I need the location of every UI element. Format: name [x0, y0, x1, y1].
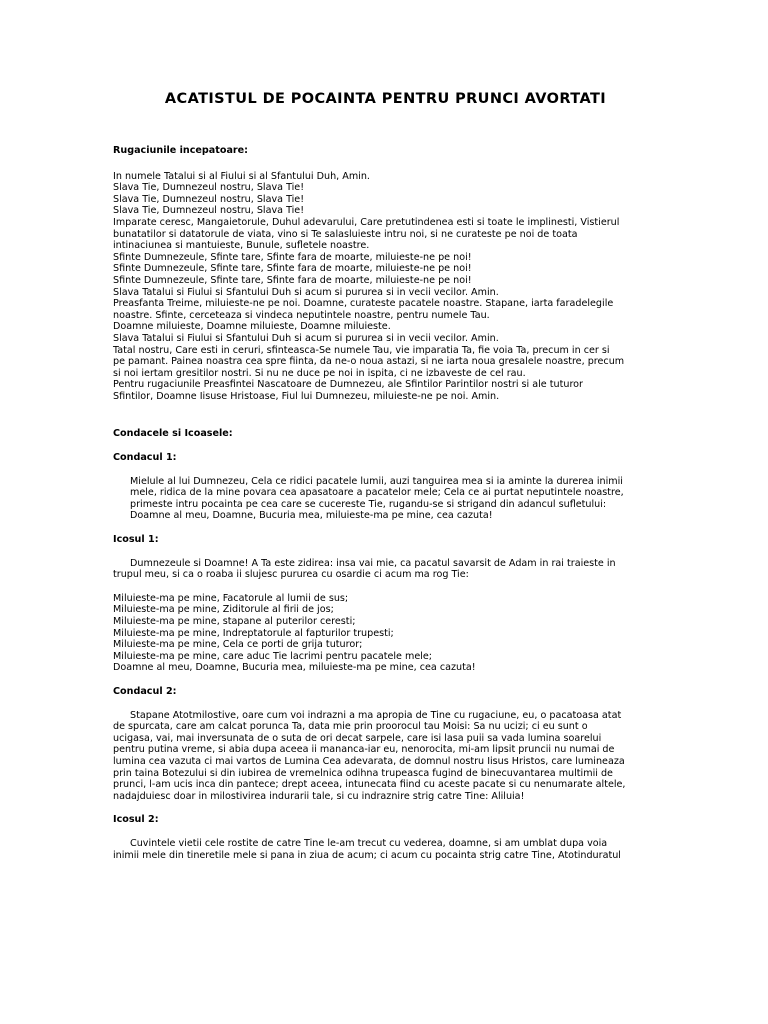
section-heading: Condacele si Icoasele: [113, 428, 233, 440]
prayer-line: Imparate ceresc, Mangaietorule, Duhul adevarului, Care pretutindenea esti si toate le implinesti, Vistierul [113, 216, 620, 228]
prayer-line: Sfinte Dumnezeule, Sfinte tare, Sfinte fara de moarte, miluieste-ne pe noi! [113, 274, 472, 286]
icos-1-invocations [113, 593, 658, 674]
text-line: primeste intru pocainta pe cea care se cucereste Tie, rugandu-se si strigand din adancul sufletului: [130, 498, 607, 510]
text-line: Dumnezeule si Doamne! A Ta este zidirea: insa vai mie, ca pacatul savarsit de Adam in rai traieste in [130, 557, 616, 569]
invocation-line: Miluieste-ma pe mine, Indreptatorule al fapturilor trupesti; [113, 627, 394, 639]
prayer-line: Slava Tie, Dumnezeul nostru, Slava Tie! [113, 182, 305, 194]
text-line: Cuvintele vietii cele rostite de catre Tine le-am trecut cu vederea, doamne, si am umblat dupa voia [130, 837, 608, 849]
icos-1-text [113, 558, 658, 581]
prayer-line: Sfintilor, Doamne Iisuse Hristoase, Fiul lui Dumnezeu, miluieste-ne pe noi. Amin. [113, 390, 500, 402]
intro-prayers [113, 171, 658, 403]
invocation-line: Doamne al meu, Doamne, Bucuria mea, miluieste-ma pe mine, cea cazuta! [113, 662, 476, 674]
text-line: prunci, l-am ucis inca din pantece; drept aceea, intunecata fiind cu aceste pacate si cu nenumarate altele, [113, 779, 626, 791]
spacer [113, 157, 658, 171]
spacer [113, 581, 658, 593]
prayer-line: Slava Tie, Dumnezeul nostru, Slava Tie! [113, 193, 305, 205]
invocation-line: Miluieste-ma pe mine, care aduc Tie lacrimi pentru pacatele mele; [113, 650, 433, 662]
intro-heading: Rugaciunile incepatoare: [113, 145, 248, 156]
spacer [113, 674, 658, 686]
text-line: prin taina Botezului si din iubirea de vremelnica odihna trupeasca fugind de binecuvantarea multimii de [113, 767, 613, 779]
invocation-line: Miluieste-ma pe mine, Ziditorule al firii de jos; [113, 604, 334, 616]
icos-2-text [113, 838, 658, 861]
prayer-line: bunatatilor si datatorule de viata, vino si Te salasluieste intru noi, si ne curateste pe noi de toata [113, 228, 578, 240]
invocation-line: Miluieste-ma pe mine, stapane al puterilor ceresti; [113, 616, 356, 627]
prayer-line: Sfinte Dumnezeule, Sfinte tare, Sfinte fara de moarte, miluieste-ne pe noi! [113, 251, 472, 263]
prayer-line: si noi iertam gresitilor nostri. Si nu ne duce pe noi in ispita, ci ne izbaveste de cel rau. [113, 367, 526, 379]
document-title: ACATISTUL DE POCAINTA PENTRU PRUNCI AVORTATI [164, 91, 607, 107]
prayer-line: intinaciunea si mantuieste, Bunule, sufletele noastre. [113, 240, 370, 252]
icos-1-heading: Icosul 1: [113, 534, 159, 546]
invocation-line: Miluieste-ma pe mine, Cela ce porti de grija tuturor; [113, 639, 363, 651]
icos-2-heading: Icosul 2: [113, 814, 159, 826]
spacer [113, 802, 658, 814]
text-line: inimii mele din tineretile mele si pana in ziua de acum; ci acum cu pocainta strig catre Tine, Atotinduratul [113, 849, 621, 861]
condac-2-text [113, 710, 658, 803]
spacer [113, 826, 658, 838]
condac-1-heading: Condacul 1: [113, 452, 177, 464]
prayer-line: Slava Tatalui si Fiului si Sfantului Duh si acum si pururea si in vecii vecilor. Amin. [113, 332, 499, 344]
invocation-line: Miluieste-ma pe mine, Facatorule al lumii de sus; [113, 592, 349, 604]
text-line: mele, ridica de la mine povara cea apasatoare a pacatelor mele; Cela ce ai purtat neputintele noastre, [130, 487, 624, 499]
prayer-line: Slava Tatalui si Fiului si Sfantului Duh si acum si pururea si in vecii vecilor. Amin. [113, 286, 499, 298]
prayer-line: pe pamant. Painea noastra cea spre fiinta, da ne-o noua astazi, si ne iarta noua gresalele noastre, precum [113, 356, 625, 368]
text-line: Doamne al meu, Doamne, Bucuria mea, miluieste-ma pe mine, cea cazuta! [130, 510, 493, 522]
spacer [113, 440, 658, 452]
text-line: nadajduiesc doar in milostivirea indurarii tale, si cu indraznire strig catre Tine: Aliluia! [113, 790, 525, 802]
spacer [113, 546, 658, 558]
prayer-line: Sfinte Dumnezeule, Sfinte tare, Sfinte fara de moarte, miluieste-ne pe noi! [113, 263, 472, 275]
prayer-line: Preasfanta Treime, miluieste-ne pe noi. Doamne, curateste pacatele noastre. Stapane, iarta faradelegile [113, 298, 614, 310]
document-page [113, 90, 658, 861]
text-line: Mielule al lui Dumnezeu, Cela ce ridici pacatele lumii, auzi tanguirea mea si ia aminte la durerea inimii [130, 475, 623, 487]
spacer [113, 698, 658, 710]
text-line: trupul meu, si ca o roaba ii slujesc pururea cu osardie ci acum ma rog Tie: [113, 569, 469, 581]
prayer-line: Pentru rugaciunile Preasfintei Nascatoare de Dumnezeu, ale Sfintilor Parintilor nostri si ale tuturor [113, 379, 583, 391]
spacer [113, 402, 658, 428]
condac-2-heading: Condacul 2: [113, 685, 177, 697]
prayer-line: Slava Tie, Dumnezeul nostru, Slava Tie! [113, 205, 305, 217]
condac-1-text [113, 476, 658, 522]
prayer-line: noastre. Sfinte, cerceteaza si vindeca neputintele noastre, pentru numele Tau. [113, 309, 490, 321]
text-line: de spurcata, care am calcat porunca Ta, data mie prin proorocul tau Moisi: Sa nu ucizi; ci eu sunt o [113, 721, 588, 733]
spacer [113, 522, 658, 534]
spacer [113, 464, 658, 476]
prayer-line: Doamne miluieste, Doamne miluieste, Doamne miluieste. [113, 321, 391, 333]
text-line: pentru putina vreme, si abia dupa aceea ii mananca-iar eu, nenorocita, mi-am lipsit pruncii nu numai de [113, 744, 615, 756]
prayer-line: Tatal nostru, Care esti in ceruri, sfinteasca-Se numele Tau, vie imparatia Ta, fie voia Ta, precum in cer si [113, 344, 610, 356]
text-line: lumina cea vazuta ci mai vartos de Lumina Cea adevarata, de domnul nostru Iisus Hristos, care lumineaza [113, 755, 625, 767]
text-line: ucigasa, vai, mai inversunata de o suta de ori decat sarpele, care isi lasa puii sa vada lumina soarelui [113, 732, 602, 744]
text-line: Stapane Atotmilostive, oare cum voi indrazni a ma apropia de Tine cu rugaciune, eu, o pacatoasa atat [130, 709, 622, 721]
prayer-line: In numele Tatalui si al Fiului si al Sfantului Duh, Amin. [113, 170, 370, 182]
